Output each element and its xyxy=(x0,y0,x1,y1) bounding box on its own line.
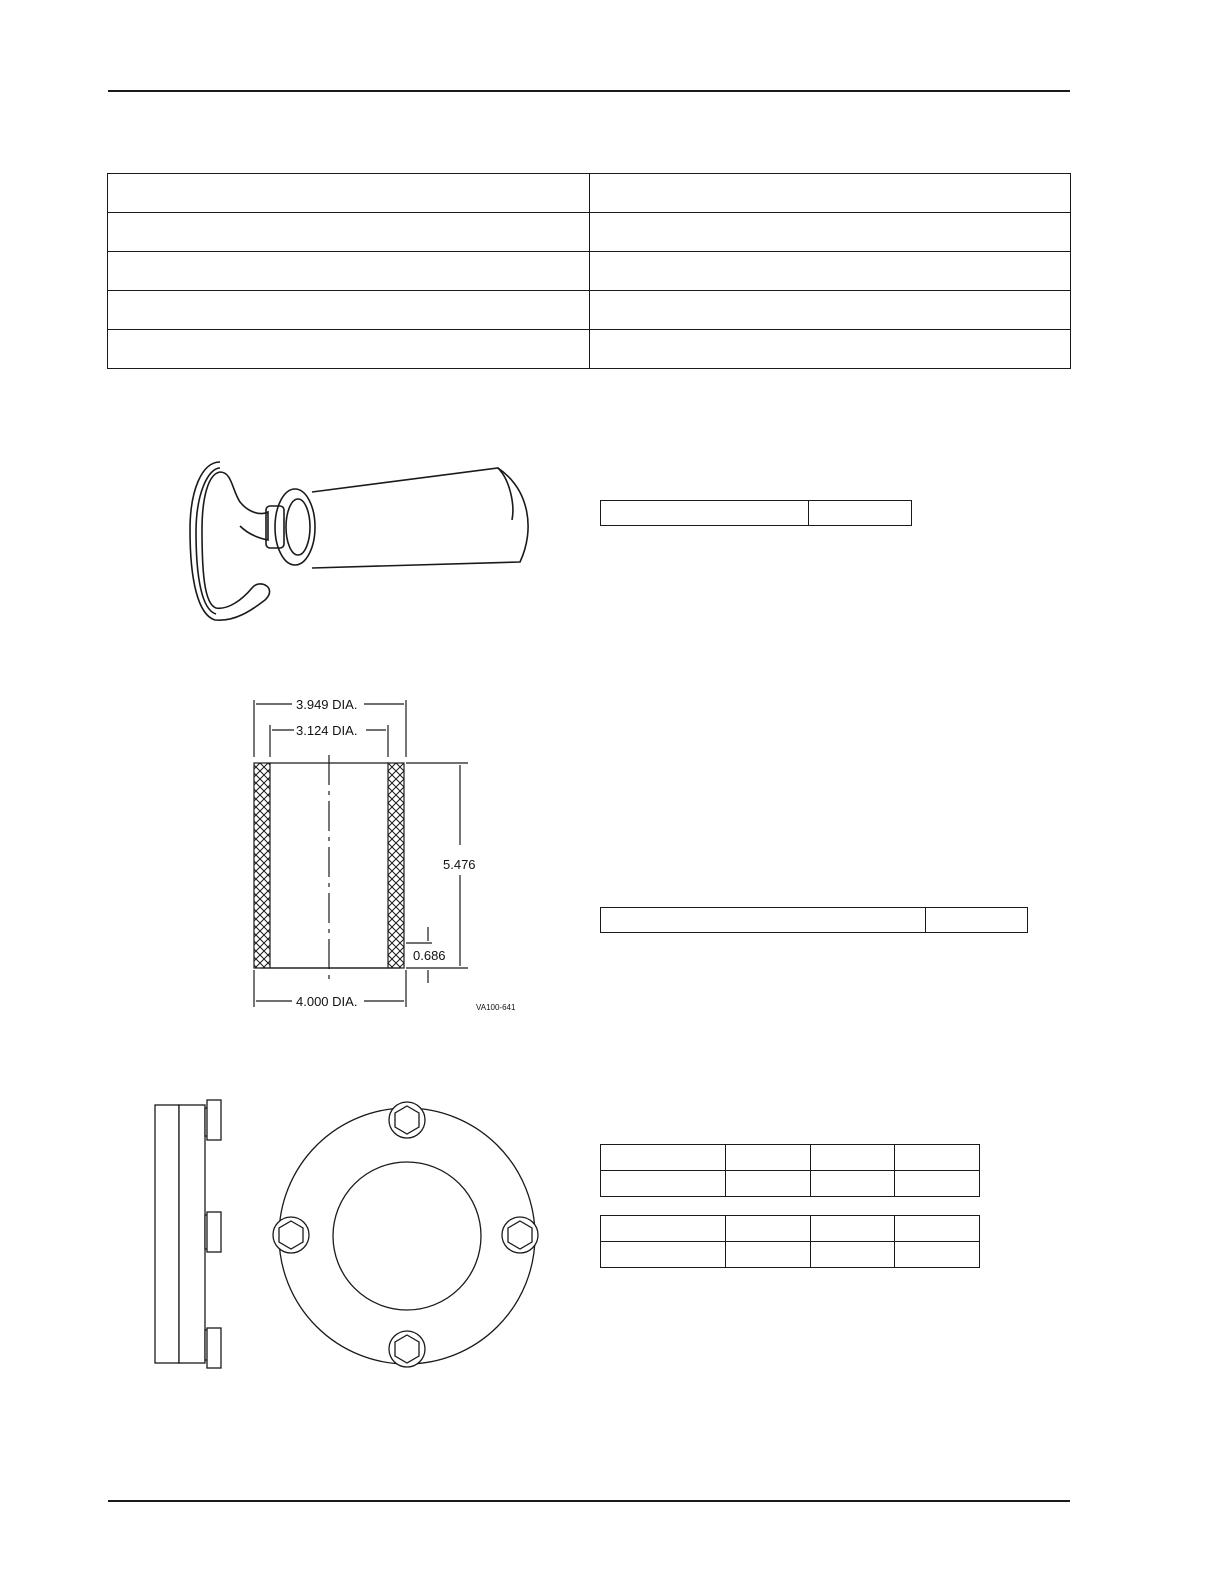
flange-part-table-2 xyxy=(600,1215,980,1268)
table-cell xyxy=(726,1145,811,1171)
sleeve-section-drawing xyxy=(240,695,530,1020)
table-cell xyxy=(589,252,1071,291)
table-row xyxy=(108,330,1071,369)
table-row xyxy=(108,252,1071,291)
table-cell xyxy=(108,174,590,213)
table-cell xyxy=(895,1242,980,1268)
height-label: 5.476 xyxy=(443,857,476,872)
table-cell xyxy=(726,1171,811,1197)
table-row xyxy=(108,291,1071,330)
table-cell xyxy=(108,213,590,252)
table-cell xyxy=(589,291,1071,330)
footer-rule xyxy=(108,1500,1070,1502)
info-table xyxy=(107,173,1071,369)
table-cell xyxy=(726,1216,811,1242)
table-cell xyxy=(601,1242,726,1268)
table-cell xyxy=(809,501,912,526)
outer-dia-top-label: 3.949 DIA. xyxy=(296,697,358,712)
table-cell xyxy=(589,174,1071,213)
table-row xyxy=(601,1171,980,1197)
table-cell xyxy=(810,1171,895,1197)
table-cell xyxy=(925,908,1027,933)
table-cell xyxy=(895,1171,980,1197)
table-cell xyxy=(810,1145,895,1171)
table-cell xyxy=(601,1145,726,1171)
table-cell xyxy=(108,252,590,291)
table-cell xyxy=(810,1216,895,1242)
header-rule xyxy=(108,90,1070,92)
table-cell xyxy=(810,1242,895,1268)
table-cell xyxy=(589,330,1071,369)
table-row xyxy=(601,1216,980,1242)
table-row xyxy=(601,501,912,526)
table-row xyxy=(601,908,1028,933)
sleeve-part-table xyxy=(600,907,1028,933)
table-cell xyxy=(601,501,809,526)
figure-id-label: VA100-641 xyxy=(476,1003,516,1012)
table-cell xyxy=(601,1171,726,1197)
table-cell xyxy=(895,1216,980,1242)
table-row xyxy=(108,174,1071,213)
t-handle-tool-icon xyxy=(180,450,540,630)
table-cell xyxy=(601,908,926,933)
handle-part-table xyxy=(600,500,912,526)
inner-dia-label: 3.124 DIA. xyxy=(296,723,358,738)
outer-dia-bottom-label: 4.000 DIA. xyxy=(296,994,358,1009)
table-cell xyxy=(589,213,1071,252)
table-cell xyxy=(108,330,590,369)
lip-label: 0.686 xyxy=(413,948,446,963)
table-row xyxy=(108,213,1071,252)
table-row xyxy=(601,1145,980,1171)
flange-part-table-1 xyxy=(600,1144,980,1197)
table-cell xyxy=(895,1145,980,1171)
table-cell xyxy=(726,1242,811,1268)
table-row xyxy=(601,1242,980,1268)
bolted-flange-drawing xyxy=(145,1090,545,1375)
table-cell xyxy=(108,291,590,330)
table-cell xyxy=(601,1216,726,1242)
